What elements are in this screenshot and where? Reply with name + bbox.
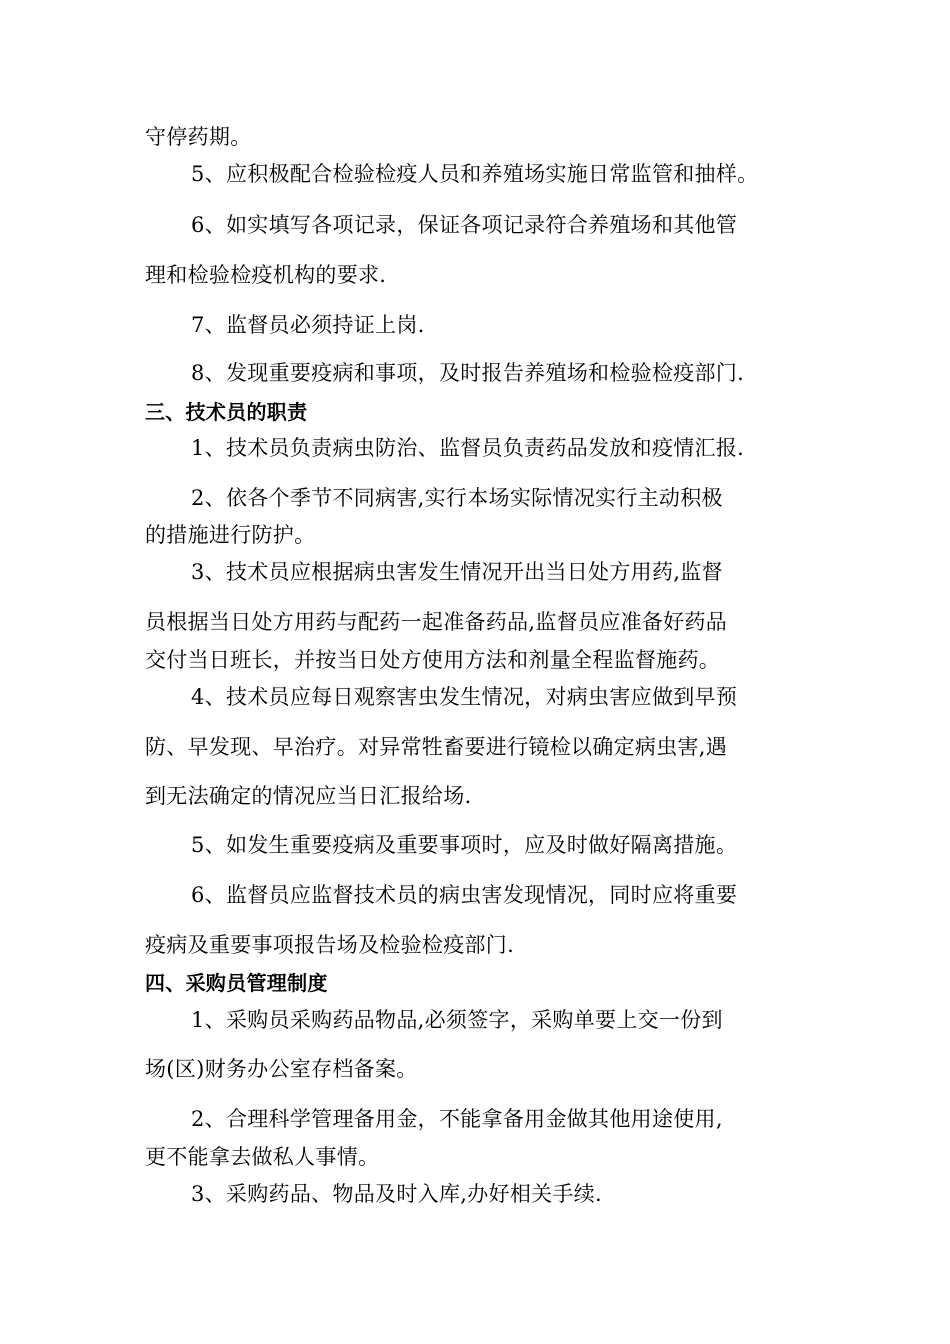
section-heading: 四、采购员管理制度 xyxy=(145,971,328,995)
text-line: 更不能拿去做私人事情。 xyxy=(145,1145,380,1169)
text-line: 5、如发生重要疫病及重要事项时，应及时做好隔离措施。 xyxy=(191,833,738,857)
text-line: 3、采购药品、物品及时入库,办好相关手续. xyxy=(191,1182,603,1206)
text-line: 的措施进行防护。 xyxy=(145,523,316,547)
text-line: 2、依各个季节不同病害,实行本场实际情况实行主动积极 xyxy=(191,486,723,510)
text-line: 到无法确定的情况应当日汇报给场. xyxy=(145,784,472,808)
text-line: 疫病及重要事项报告场及检验检疫部门. xyxy=(145,933,515,957)
text-line: 理和检验检疫机构的要求. xyxy=(145,263,387,287)
text-line: 8、发现重要疫病和事项，及时报告养殖场和检验检疫部门. xyxy=(191,361,745,385)
text-line: 5、应积极配合检验检疫人员和养殖场实施日常监管和抽样。 xyxy=(191,162,759,186)
section-heading: 三、技术员的职责 xyxy=(145,400,308,424)
text-line: 3、技术员应根据病虫害发生情况开出当日处方用药,监督 xyxy=(191,560,723,584)
text-line: 守停药期。 xyxy=(145,125,252,149)
text-line: 场(区)财务办公室存档备案。 xyxy=(145,1057,418,1081)
text-line: 6、如实填写各项记录，保证各项记录符合养殖场和其他管 xyxy=(191,213,738,237)
text-line: 4、技术员应每日观察害虫发生情况，对病虫害应做到早预 xyxy=(191,685,738,709)
text-line: 1、技术员负责病虫防治、监督员负责药品发放和疫情汇报. xyxy=(191,436,745,460)
text-line: 员根据当日处方用药与配药一起准备药品,监督员应准备好药品 xyxy=(145,610,728,634)
text-line: 7、监督员必须持证上岗. xyxy=(191,313,425,337)
text-line: 2、合理科学管理备用金，不能拿备用金做其他用途使用, xyxy=(191,1107,723,1131)
text-line: 防、早发现、早治疗。对异常牲畜要进行镜检以确定病虫害,遇 xyxy=(145,735,728,759)
text-line: 交付当日班长，并按当日处方使用方法和剂量全程监督施药。 xyxy=(145,648,721,672)
text-line: 1、采购员采购药品物品,必须签字，采购单要上交一份到 xyxy=(191,1008,723,1032)
text-line: 6、监督员应监督技术员的病虫害发现情况，同时应将重要 xyxy=(191,883,738,907)
